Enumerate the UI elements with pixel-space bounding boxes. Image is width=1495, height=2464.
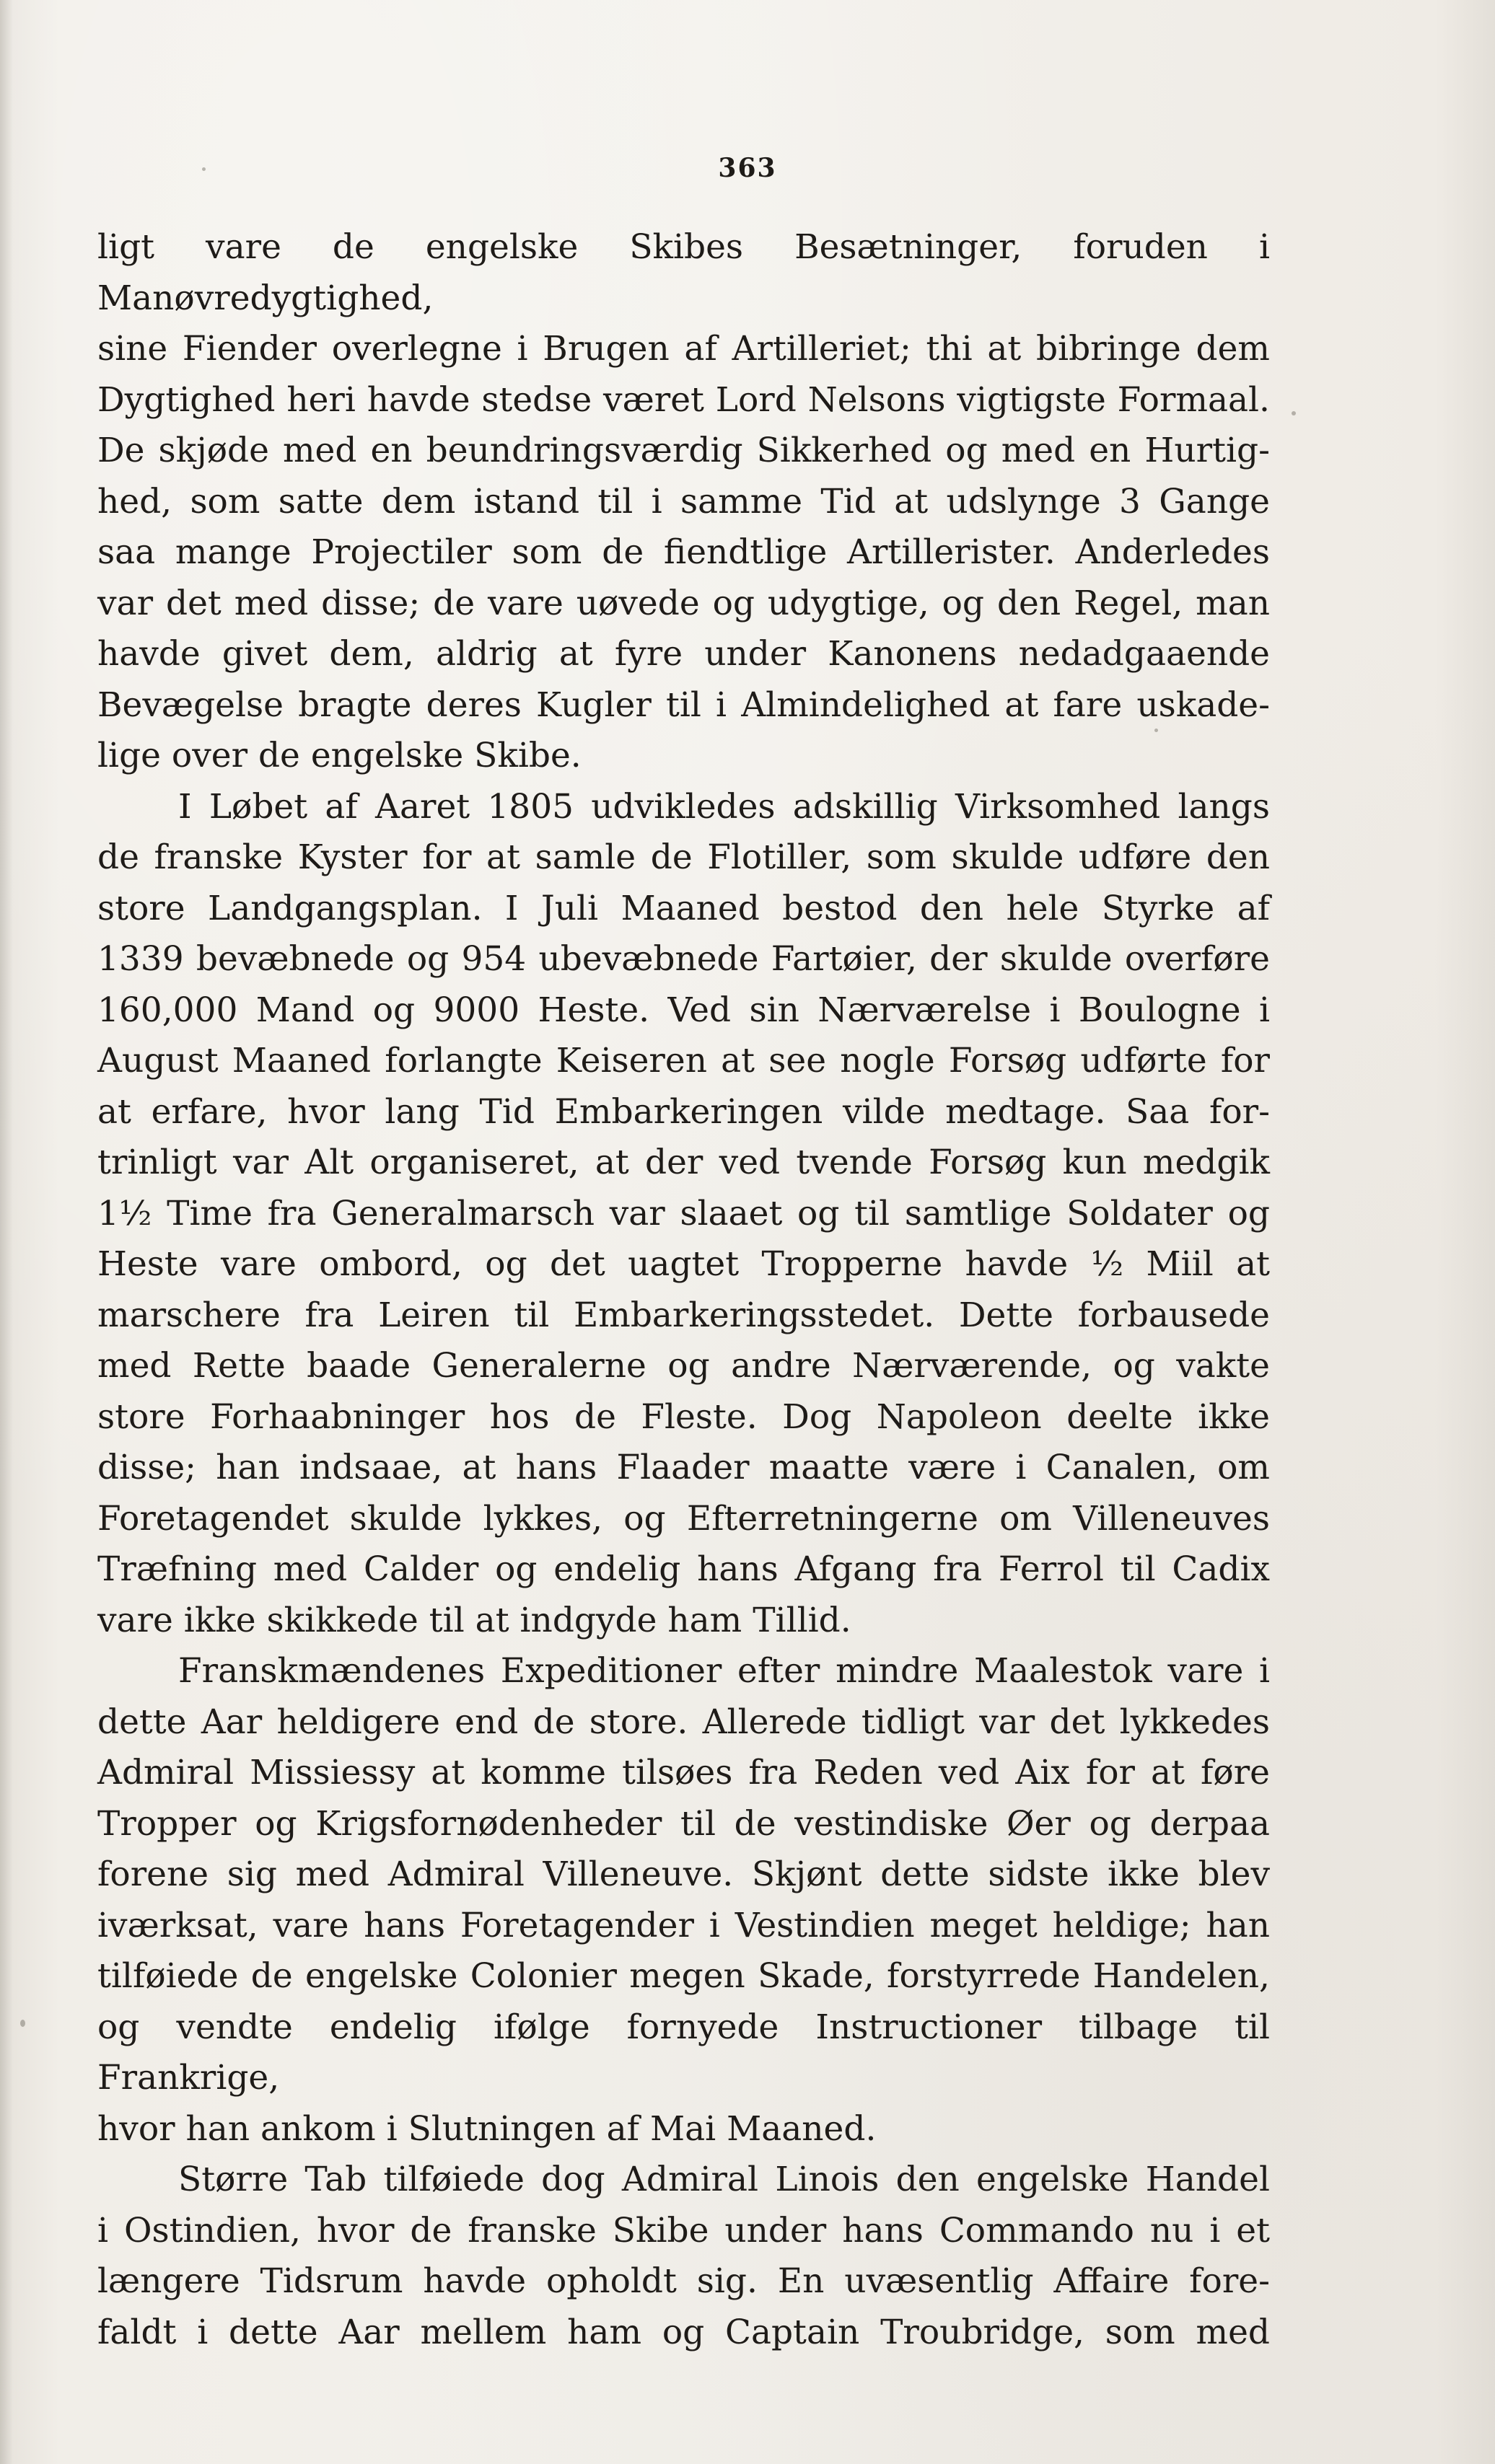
paper-speck [202,167,206,171]
text-line: Tropper og Krigsfornødenheder til de vestindiske Øer og derpaa [97,1803,1270,1844]
text-line: disse; han indsaae, at hans Flaader maatte være i Canalen, om [97,1448,1270,1487]
text-line: med Rette baade Generalerne og andre Nærværende, og vakte [97,1346,1270,1386]
body-text [97,222,1270,2358]
paragraph-4 [97,2155,1270,2358]
text-line: forene sig med Admiral Villeneuve. Skjønt dette sidste ikke blev [97,1854,1270,1894]
text-line: sine Fiender overlegne i Brugen af Artilleriet; thi at bibringe dem [97,329,1270,369]
text-line: at erfare, hvor lang Tid Embarkeringen vilde medtage. Saa for- [97,1091,1270,1132]
paper-speck [20,2020,25,2027]
text-line: 1½ Time fra Generalmarsch var slaaet og til samtlige Soldater og [97,1193,1270,1233]
text-line: August Maaned forlangte Keiseren at see nogle Forsøg udførte for [97,1041,1270,1081]
text-line: Større Tab tilføiede dog Admiral Linois den engelske Handel [178,2160,1270,2199]
text-line: De skjøde med en beundringsværdig Sikkerhed og med en Hurtig- [97,431,1270,470]
text-line: iværksat, vare hans Foretagender i Vestindien meget heldige; han [97,1905,1270,1945]
text-line: hed, som satte dem istand til i samme Tid at udslynge 3 Gange [97,481,1270,522]
text-line: Foretagendet skulde lykkes, og Efterretningerne om Villeneuves [97,1498,1270,1539]
text-line: de franske Kyster for at samle de Flotiller, som skulde udføre den [97,837,1270,877]
text-line: trinligt var Alt organiseret, at der ved tvende Forsøg kun medgik [97,1143,1270,1182]
text-line: Dygtighed heri havde stedse været Lord Nelsons vigtigste Formaal. [97,379,1270,420]
page-left-edge-shadow [0,0,13,2464]
text-line: Heste vare ombord, og det uagtet Tropperne havde ½ Miil at [97,1244,1270,1284]
text-line: 160,000 Mand og 9000 Heste. Ved sin Nærværelse i Boulogne i [97,990,1270,1030]
text-line: Franskmændenes Expeditioner efter mindre Maalestok vare i [178,1651,1270,1691]
text-line: vare ikke skikkede til at indgyde ham Tillid. [97,1600,851,1640]
text-line: var det med disse; de vare uøvede og udygtige, og den Regel, man [97,583,1270,623]
text-line: ligt vare de engelske Skibes Besætninger, foruden i Manøvredygtighed, [97,227,1270,318]
text-line: længere Tidsrum havde opholdt sig. En uvæsentlig Affaire fore- [97,2261,1270,2301]
text-line: 1339 bevæbnede og 954 ubevæbnede Fartøier, der skulde overføre [97,939,1270,979]
text-line: store Landgangsplan. I Juli Maaned bestod den hele Styrke af [97,888,1270,928]
text-line: og vendte endelig ifølge fornyede Instructioner tilbage til Frankrige, [97,2007,1270,2098]
text-line: i Ostindien, hvor de franske Skibe under hans Commando nu i et [97,2210,1270,2250]
text-line: faldt i dette Aar mellem ham og Captain Troubridge, som med [97,2312,1270,2352]
text-line: store Forhaabninger hos de Fleste. Dog Napoleon deelte ikke [97,1396,1270,1437]
paper-speck [1292,411,1296,415]
text-line: tilføiede de engelske Colonier megen Skade, forstyrrede Handelen, [97,1956,1270,1996]
text-line: Træfning med Calder og endelig hans Afgang fra Ferrol til Cadix [97,1549,1270,1589]
text-line: hvor han ankom i Slutningen af Mai Maaned. [97,2108,877,2149]
text-line: dette Aar heldigere end de store. Allerede tidligt var det lykkedes [97,1702,1270,1742]
text-line: saa mange Projectiler som de fiendtlige Artillerister. Anderledes [97,532,1270,572]
text-line: I Løbet af Aaret 1805 udvikledes adskillig Virksomhed langs [178,786,1270,827]
text-line: lige over de engelske Skibe. [97,736,582,775]
text-line: Bevægelse bragte deres Kugler til i Almindelighed at fare uskade- [97,685,1270,725]
text-line: havde givet dem, aldrig at fyre under Kanonens nedadgaaende [97,634,1270,674]
page-number: 363 [718,153,777,183]
paragraph-1 [97,222,1270,782]
paragraph-2 [97,782,1270,1647]
paper-speck [1154,729,1158,732]
text-line: marschere fra Leiren til Embarkeringsstedet. Dette forbausede [97,1295,1270,1335]
text-line: Admiral Missiessy at komme tilsøes fra Reden ved Aix for at føre [97,1753,1270,1792]
paragraph-3 [97,1646,1270,2155]
